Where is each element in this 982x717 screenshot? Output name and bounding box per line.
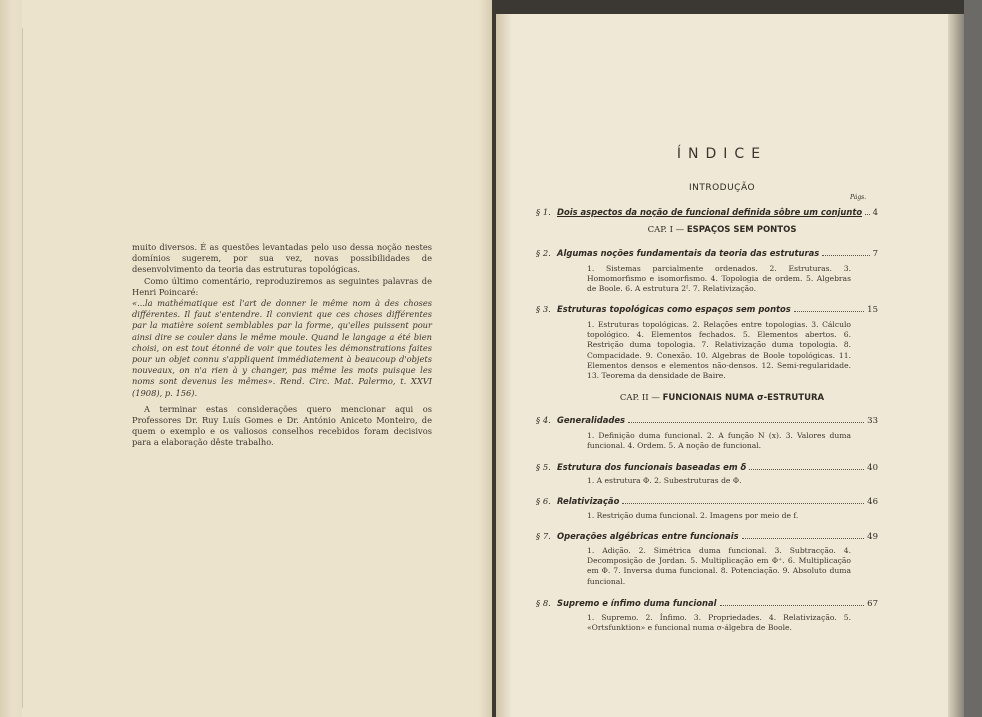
section-number: § 8. — [536, 598, 551, 608]
section-title: Dois aspectos da noção de funcional definida sôbre um conjunto — [557, 207, 863, 217]
dot-leader — [749, 461, 864, 470]
toc-entry-8 — [536, 597, 878, 609]
toc-entry-7 — [536, 530, 878, 542]
chapter-label: CAP. I — — [647, 225, 685, 235]
section-title: Algumas noções fundamentais da teoria das estruturas — [557, 248, 820, 258]
page-edge-line — [22, 28, 23, 708]
page-number: 4 — [872, 208, 878, 218]
section-number: § 1. — [536, 207, 551, 217]
toc-sub-8: 1. Supremo. 2. Ínfimo. 3. Propriedades. 4. Relativização. 5. «Ortsfunktion» e funcional numa σ-álgebra de Boole. — [587, 613, 851, 633]
section-number: § 4. — [536, 415, 551, 425]
chapter-1-heading — [496, 225, 948, 235]
section-number: § 7. — [536, 531, 551, 541]
toc-entry-5 — [536, 461, 878, 473]
toc-entry-4 — [536, 414, 878, 426]
toc-entry-2 — [536, 247, 878, 259]
page-number: 46 — [867, 497, 878, 507]
section-number: § 2. — [536, 248, 551, 258]
page-number: 40 — [867, 463, 878, 473]
chapter-title: ESPAÇOS SEM PONTOS — [686, 225, 797, 235]
dot-leader — [742, 530, 865, 539]
section-title: Generalidades — [557, 415, 626, 425]
toc-sub-5: 1. A estrutura Φ. 2. Subestruturas de Φ. — [587, 476, 742, 485]
page-number: 49 — [867, 532, 878, 542]
paragraph-2: Como último comentário, reproduziremos as seguintes palavras de Henri Poincaré: — [132, 275, 432, 297]
section-number: § 6. — [536, 496, 551, 506]
section-number: § 3. — [536, 304, 551, 314]
toc-entry-3 — [536, 303, 878, 315]
toc-sub-7: 1. Adição. 2. Simétrica duma funcional. 3. Subtracção. 4. Decomposição de Jordan. 5. Multiplicação em Φ⁺. 6. Multiplicação em Φ. 7. Inversa duma funcional. 8. Potenciação. 9. Absoluto duma funcional. — [587, 546, 851, 586]
section-number: § 5. — [536, 462, 551, 472]
left-page-text — [132, 242, 432, 449]
toc-sub-6: 1. Restrição duma funcional. 2. Imagens por meio de f. — [587, 511, 799, 520]
dot-leader — [822, 247, 869, 256]
section-title: Supremo e ínfimo duma funcional — [557, 598, 717, 608]
dot-leader — [628, 414, 864, 423]
chapter-title: FUNCIONAIS NUMA σ-ESTRUTURA — [662, 393, 825, 403]
toc-sub-2: 1. Sistemas parcialmente ordenados. 2. Estruturas. 3. Homomorfismo e isomorfismo. 4. Topologia de ordem. 5. Algebras de Boole. 6. A estrutura 2ᴵ. 7. Relativização. — [587, 264, 851, 294]
page-edge-stack — [0, 0, 22, 717]
chapter-2-heading — [496, 393, 948, 403]
pages-label: Págs. — [850, 194, 867, 201]
left-gutter — [478, 0, 492, 717]
background-strip — [964, 0, 982, 717]
dot-leader — [865, 206, 869, 215]
right-gutter — [496, 14, 512, 717]
page-number: 33 — [867, 416, 878, 426]
toc-sub-3: 1. Estruturas topológicas. 2. Relações entre topologias. 3. Cálculo topológico. 4. Elementos fechados. 5. Elementos abertos. 6. Restrição duma topologia. 7. Relativização duma topologia. 8. Compacidade. 9. Conexão. 10. Algebras de Boole topológicas. 11. Elementos densos e elementos não-densos. 12. Semi-regularidade. 13. Teorema da densidade de Baire. — [587, 320, 851, 381]
index-title: ÍNDICE — [676, 146, 768, 162]
section-title: Estrutura dos funcionais baseadas em δ — [557, 462, 747, 472]
dot-leader — [622, 495, 864, 504]
page-number: 15 — [867, 305, 878, 315]
paragraph-1: muito diversos. É as questões levantadas pelo uso dessa noção nestes domínios sugerem, por sua vez, novas possibilidades de desenvolvimento da teoria das estruturas topológicas. — [132, 242, 432, 275]
toc-entry-1 — [536, 206, 878, 218]
toc-sub-4: 1. Definição duma funcional. 2. A função N (x). 3. Valores duma funcional. 4. Ordem. 5. A noção de funcional. — [587, 431, 851, 451]
toc-entry-6 — [536, 495, 878, 507]
page-number: 7 — [872, 249, 878, 259]
quote-poincare: «...la mathématique est l'art de donner le même nom à des choses différentes. Il faut s'entendre. Il convient que ces choses différentes par la matière soient semblables par la forme, qu'elles puissent pour ainsi dire se couler dans le même moule. Quand le langage a été bien choisi, on est tout étonné de voir que toutes les démonstrations faites pour un objet connu s'appliquent immédiatement à beaucoup d'objets nouveaux, on n'a rien à y changer, pas même les mots puisque les noms sont devenus les mêmes». Rend. Circ. Mat. Palermo, t. XXVI (1908), p. 156). — [132, 298, 432, 398]
section-title: Relativização — [557, 496, 620, 506]
right-page-edge — [948, 14, 964, 717]
intro-heading: INTRODUÇÃO — [688, 183, 756, 193]
paragraph-acknowledgements: A terminar estas considerações quero mencionar aqui os Professores Dr. Ruy Luís Gomes e Dr. António Aniceto Monteiro, de quem o exemplo e os valiosos conselhos recebidos foram decisivos para a elaboração dêste trabalho. — [132, 403, 432, 448]
section-title: Operações algébricas entre funcionais — [557, 531, 739, 541]
page-number: 67 — [867, 599, 878, 609]
dot-leader — [794, 303, 864, 312]
chapter-label: CAP. II — — [619, 393, 660, 403]
dot-leader — [720, 597, 865, 606]
section-title: Estruturas topológicas como espaços sem pontos — [557, 304, 791, 314]
